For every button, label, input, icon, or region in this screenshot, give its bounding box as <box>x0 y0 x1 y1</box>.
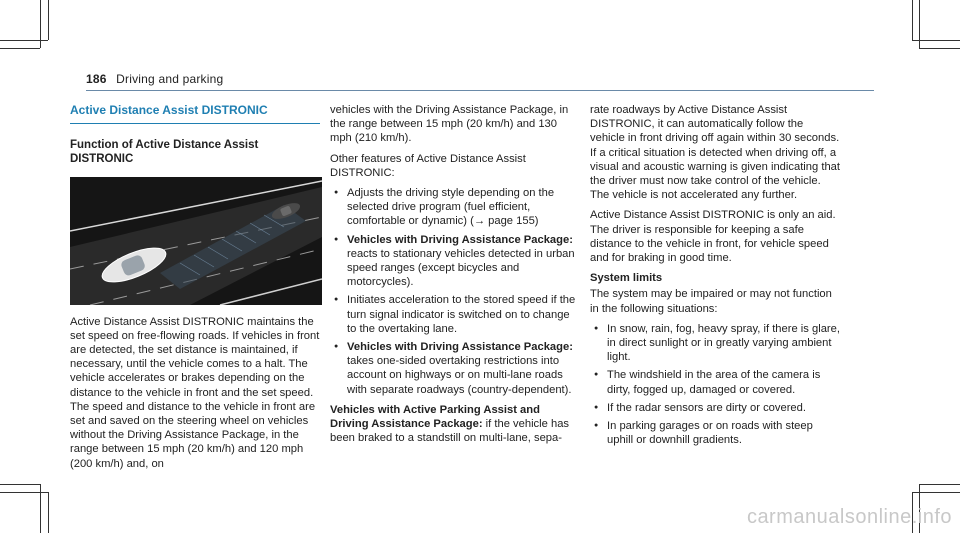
body-paragraph <box>330 403 580 446</box>
list-item-text: The windshield in the area of the camera is dirty, fogged up, damaged or covered. <box>607 369 821 396</box>
crop-mark <box>919 48 960 49</box>
body-paragraph: rate roadways by Active Distance Assist DISTRONIC, it can automatically follow the vehicle in front driving off again within 30 seconds. If a critical situation is detected when driving off, a visual and acoustic warning is given indicating that the driver must now take control of the vehicle. The vehicle is not accelerated any further. <box>590 104 840 202</box>
body-paragraph: Other features of Active Distance Assist DISTRONIC: <box>330 152 526 179</box>
list-item <box>590 401 840 415</box>
list-item-text: takes one-sided overtaking restrictions into account on highways or on multi-lane roads with separate roadways (country-dependent). <box>347 355 572 396</box>
column-1 <box>70 103 320 477</box>
paragraph-lead: Vehicles with Active Parking Assist and Driving Assistance Package: <box>330 403 540 431</box>
list-item <box>330 233 580 290</box>
list-item-text: reacts to stationary vehicles detected in urban speed ranges (except bicycles and motorcycles). <box>347 247 575 289</box>
subsection-title: Function of Active Distance Assist DISTRONIC <box>70 139 259 166</box>
list-item-text: In parking garages or on roads with steep uphill or downhill gradients. <box>607 420 813 447</box>
crop-mark <box>912 40 960 41</box>
list-item-lead: Vehicles with Driving Assistance Package: <box>347 233 573 246</box>
list-item <box>330 340 580 397</box>
section-divider <box>70 123 320 124</box>
chapter-title: Driving and parking <box>116 72 224 86</box>
column-2 <box>330 103 580 451</box>
list-item-text: If the radar sensors are dirty or covered. <box>607 401 806 414</box>
watermark: carmanualsonline.info <box>746 506 952 528</box>
crop-mark <box>919 484 960 485</box>
crop-mark <box>0 484 40 485</box>
crop-mark <box>912 0 913 40</box>
body-paragraph: Active Distance Assist DISTRONIC is only an aid. The driver is responsible for keeping a safe distance to the vehicle in front, for vehicle speed and for braking in good time. <box>590 209 836 265</box>
limits-list <box>590 322 840 448</box>
crop-mark <box>0 48 40 49</box>
list-item-lead: Vehicles with Driving Assistance Package: <box>347 341 573 354</box>
list-item <box>590 322 840 365</box>
list-item <box>330 293 580 336</box>
body-paragraph: Active Distance Assist DISTRONIC maintains the set speed on free-flowing roads. If vehicles in front are detected, the set distance is maintained, if necessary, until the vehicle comes to a halt. The vehicle accelerates or brakes depending on the distance to the vehicle in front and the set speed. The speed and distance to the vehicle in front are set and saved on the steering wheel on vehicles without the Driving Assistance Package, in the range between 15 mph (20 km/h) and 120 mph (200 km/h) and, on <box>70 315 320 470</box>
list-item-text: Adjusts the driving style depending on the selected drive program (fuel efficient, comfortable or dynamic) (→ page 155) <box>347 187 555 228</box>
body-paragraph: vehicles with the Driving Assistance Package, in the range between 15 mph (20 km/h) and 130 mph (210 km/h). <box>330 104 569 145</box>
list-item <box>590 368 840 396</box>
list-item-text: In snow, rain, fog, heavy spray, if there is glare, in direct sunlight or in greatly varying ambient light. <box>607 322 840 364</box>
column-3 <box>590 103 840 453</box>
car-radar-illustration <box>70 177 322 305</box>
system-limits-heading: System limits <box>590 272 663 285</box>
crop-mark <box>0 492 48 493</box>
list-item <box>590 419 840 447</box>
paragraph-text: if the vehicle has been braked to a standstill on multi-lane, sepa- <box>330 418 570 445</box>
page-number: 186 <box>86 72 107 86</box>
crop-mark <box>48 0 49 40</box>
list-item <box>330 186 580 229</box>
header-divider <box>86 90 874 91</box>
crop-mark <box>48 492 49 533</box>
body-paragraph: The system may be impaired or may not function in the following situations: <box>590 288 832 315</box>
feature-list <box>330 186 580 397</box>
page-header <box>86 72 223 86</box>
crop-mark <box>0 40 48 41</box>
section-title: Active Distance Assist DISTRONIC <box>70 103 268 117</box>
list-item-text: Initiates acceleration to the stored speed if the turn signal indicator is switched on to change to the overtaking lane. <box>347 294 576 335</box>
